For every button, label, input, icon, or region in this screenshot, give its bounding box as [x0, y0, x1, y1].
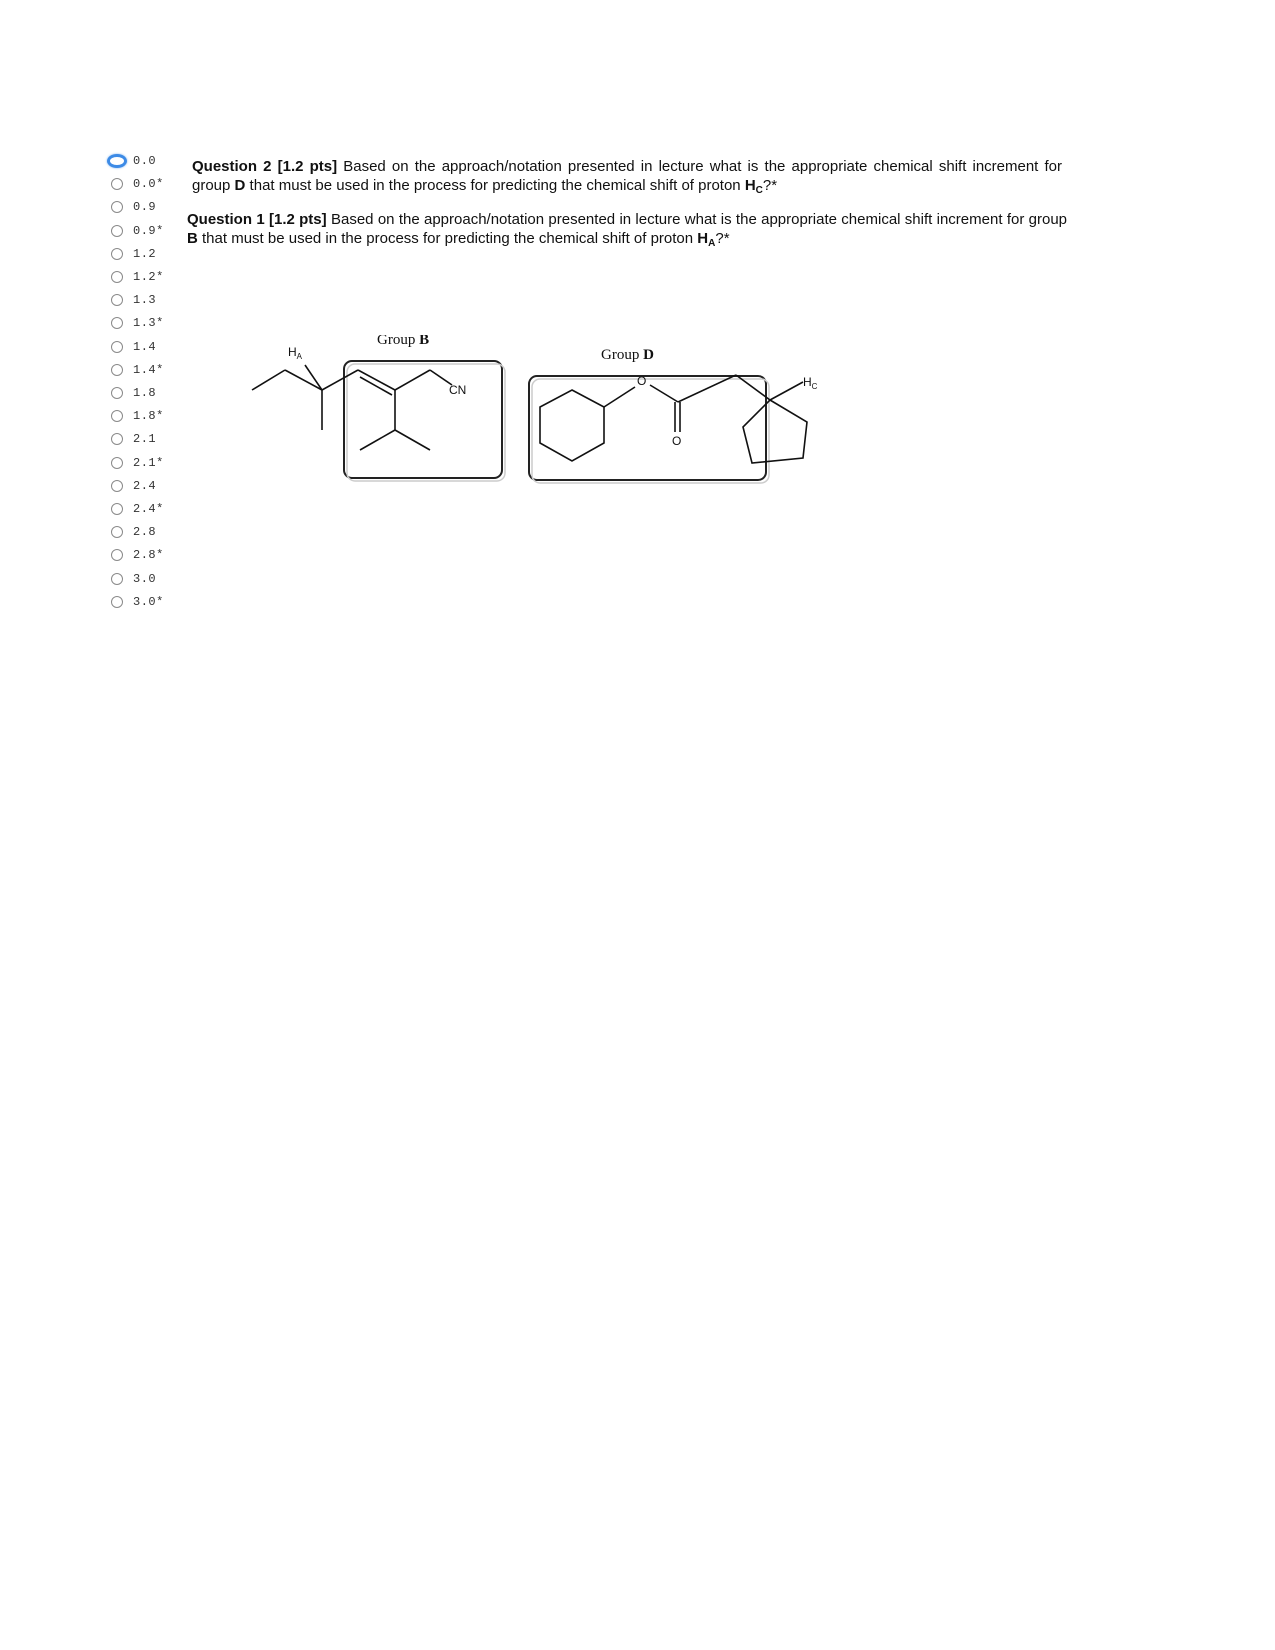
question-1-proton: H	[697, 230, 709, 247]
answer-option[interactable]	[111, 152, 156, 170]
carbonyl-oxygen-label: O	[672, 434, 682, 448]
answer-option-label: 1.2	[133, 246, 157, 261]
radio-button[interactable]	[111, 596, 123, 608]
group-d-label: Group D	[601, 347, 654, 363]
answer-option[interactable]	[111, 523, 156, 541]
answer-option[interactable]	[111, 500, 164, 518]
answer-option[interactable]	[111, 546, 164, 564]
question-1-proton-sub: A	[708, 238, 716, 249]
question-2-tail: ?*	[762, 177, 778, 194]
question-1-group: B	[187, 230, 198, 247]
answer-option[interactable]	[111, 430, 156, 448]
answer-option[interactable]	[111, 198, 156, 216]
answer-option-label: 2.4	[133, 478, 157, 493]
answer-option-label: 3.0	[133, 571, 157, 586]
answer-option-label: 0.9	[133, 200, 157, 215]
proton-ha-label: $H_A$	[288, 345, 303, 361]
answer-option-label: 0.0*	[133, 177, 164, 192]
group-d-box	[529, 376, 766, 480]
answer-option[interactable]	[111, 291, 156, 309]
proton-hc-label: $H_C$	[803, 375, 818, 391]
radio-button[interactable]	[111, 364, 123, 376]
answer-option-label: 3.0*	[133, 594, 164, 609]
radio-button[interactable]	[111, 341, 123, 353]
answer-option-label: 1.3*	[133, 316, 164, 331]
answer-option-label: 0.9*	[133, 223, 164, 238]
answer-option[interactable]	[111, 407, 164, 425]
radio-button[interactable]	[111, 433, 123, 445]
answer-option[interactable]	[111, 175, 164, 193]
answer-option[interactable]	[111, 314, 164, 332]
answer-option[interactable]	[111, 268, 164, 286]
radio-button[interactable]	[111, 480, 123, 492]
radio-button[interactable]	[111, 248, 123, 260]
question-2-proton: H	[744, 177, 756, 194]
answer-option-label: 2.1	[133, 432, 157, 447]
answer-option[interactable]	[111, 384, 156, 402]
answer-option[interactable]	[111, 570, 156, 588]
answer-option-label: 2.8*	[133, 548, 164, 563]
group-b-label: Group B	[377, 335, 430, 348]
radio-button[interactable]	[111, 387, 123, 399]
question-2-proton-sub: C	[755, 185, 763, 196]
radio-button[interactable]	[111, 503, 123, 515]
radio-button[interactable]	[111, 178, 123, 190]
question-1-text-a: Based on the approach/notation presented in lecture what is the appropriate chemical shift increment for group	[326, 211, 1068, 228]
question-1-text-b: that must be used in the process for predicting the chemical shift of proton	[197, 230, 698, 247]
radio-button[interactable]	[111, 549, 123, 561]
radio-button[interactable]	[111, 271, 123, 283]
answer-option[interactable]	[111, 454, 164, 472]
question-1-text	[187, 210, 1067, 250]
radio-button[interactable]	[111, 457, 123, 469]
radio-button[interactable]	[111, 573, 123, 585]
answer-option-label: 0.0	[133, 154, 157, 168]
answer-option-label: 1.8*	[133, 409, 164, 424]
radio-button[interactable]	[111, 225, 123, 237]
radio-button[interactable]	[111, 526, 123, 538]
answer-option-label: 1.8	[133, 386, 157, 400]
answer-option-label: 1.4*	[133, 362, 164, 377]
answer-option[interactable]	[111, 222, 164, 240]
molecule-structure	[240, 335, 860, 495]
radio-button[interactable]	[111, 201, 123, 213]
radio-button[interactable]	[111, 294, 123, 306]
nitrile-label: CN	[449, 383, 467, 397]
answer-option-label: 1.4	[133, 339, 157, 354]
question-2-group: D	[234, 177, 246, 194]
radio-button[interactable]	[111, 410, 123, 422]
answer-option[interactable]	[111, 338, 156, 356]
answer-option[interactable]	[111, 593, 164, 611]
answer-option[interactable]	[111, 245, 156, 263]
answer-option-label: 2.8	[133, 525, 157, 540]
ester-oxygen-label: O	[637, 374, 647, 388]
radio-button[interactable]	[111, 317, 123, 329]
group-b-box	[344, 361, 502, 478]
answer-option[interactable]	[111, 477, 156, 495]
answer-option[interactable]	[111, 361, 164, 379]
answer-option-label: 2.1*	[133, 455, 164, 470]
question-1-tail: ?*	[715, 230, 730, 247]
question-2-text-b: that must be used in the process for predicting the chemical shift of proton	[245, 177, 745, 194]
question-1-heading: Question 1 [1.2 pts]	[187, 211, 327, 228]
radio-button[interactable]	[107, 154, 127, 168]
question-2-text-a: Based on the approach/notation presented in lecture what is the appropriate chemical shift increment for group	[192, 158, 1062, 194]
question-2-text	[192, 157, 1062, 197]
answer-option-label: 1.2*	[133, 270, 164, 284]
answer-option-label: 2.4*	[133, 502, 164, 516]
answer-option-label: 1.3	[133, 293, 157, 308]
question-2-heading: Question 2 [1.2 pts]	[192, 158, 338, 175]
